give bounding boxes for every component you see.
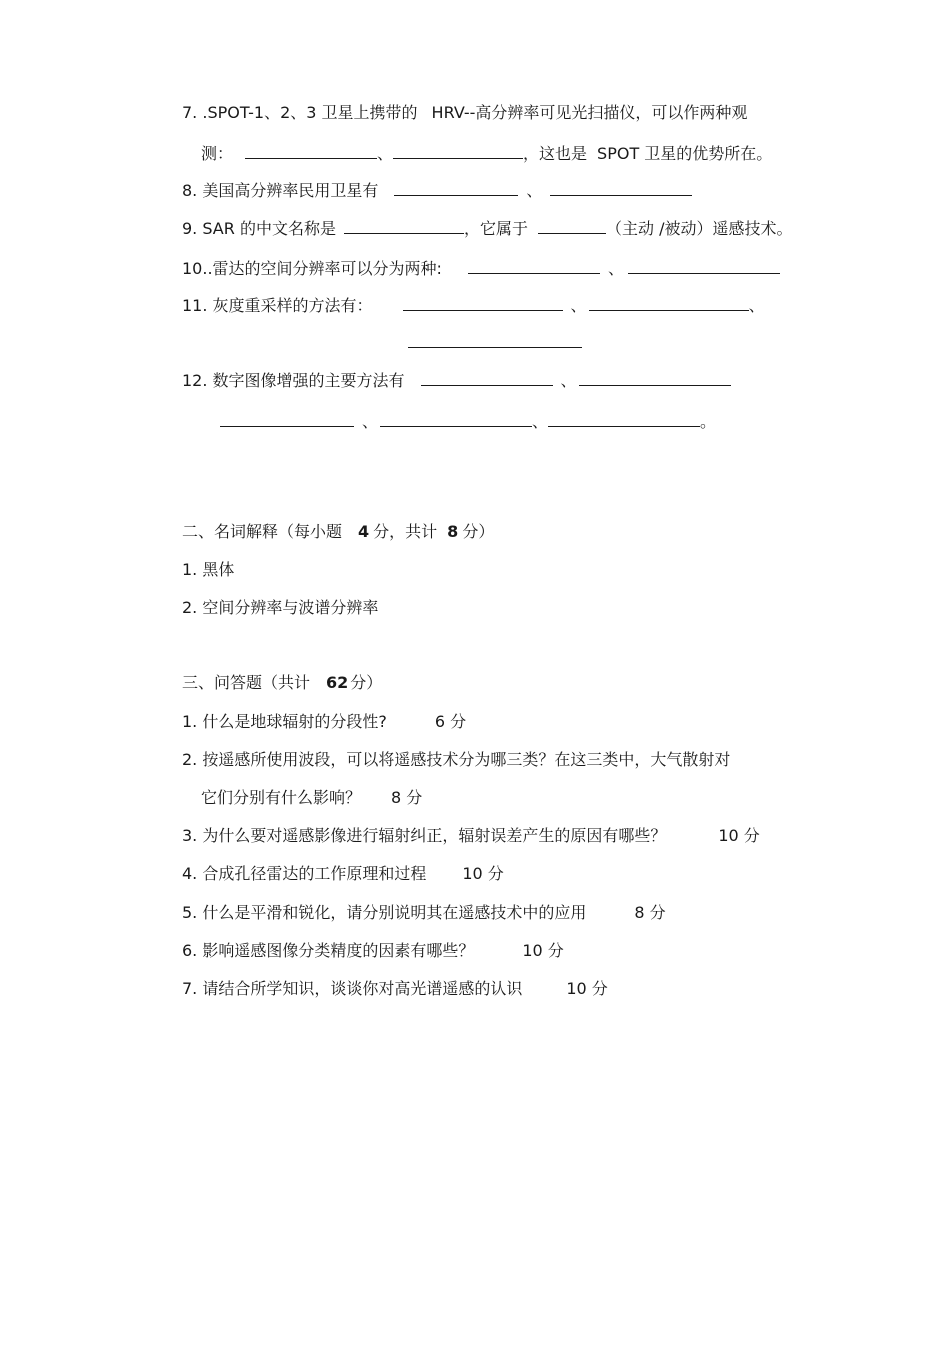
question-7-text: 测： — [201, 144, 234, 163]
answer-blank[interactable] — [245, 142, 377, 159]
separator: 、 — [377, 144, 394, 163]
qa-score: 8 分 — [634, 903, 666, 922]
qa-text: 它们分别有什么影响？ — [201, 788, 362, 807]
separator: 、 — [607, 259, 624, 278]
answer-blank[interactable] — [403, 294, 563, 311]
qa-text: 4. 合成孔径雷达的工作原理和过程 — [182, 864, 427, 883]
question-12-text: 12. 数字图像增强的主要方法有 — [182, 371, 405, 390]
question-9-text: 9. SAR 的中文名称是 — [182, 219, 336, 238]
qa-text: 5. 什么是平滑和锐化，请分别说明其在遥感技术中的应用 — [182, 903, 587, 922]
question-8-text: 8. 美国高分辨率民用卫星有 — [182, 181, 379, 200]
question-7-line-2 — [201, 142, 772, 164]
qa-question-7 — [182, 979, 608, 1001]
heading-text: 三、问答题（共计 — [182, 673, 311, 692]
question-10 — [182, 257, 780, 279]
question-12-line-1 — [182, 369, 731, 391]
separator: 、 — [560, 371, 577, 390]
qa-score: 8 分 — [391, 788, 423, 807]
qa-text: 1. 什么是地球辐射的分段性? — [182, 712, 387, 731]
term-text: 2. 空间分辨率与波谱分辨率 — [182, 598, 379, 617]
heading-text: 二、名词解释（每小题 — [182, 522, 343, 541]
question-9-text: （主动 /被动）遥感技术。 — [605, 219, 793, 238]
answer-blank[interactable] — [550, 179, 692, 196]
qa-text: 2. 按遥感所使用波段，可以将遥感技术分为哪三类？在这三类中，大气散射对 — [182, 750, 731, 769]
term-text: 1. 黑体 — [182, 560, 235, 579]
qa-question-6 — [182, 941, 564, 963]
question-9 — [182, 217, 792, 239]
answer-blank[interactable] — [548, 410, 700, 427]
question-11-line-1 — [182, 294, 765, 316]
answer-blank[interactable] — [394, 179, 518, 196]
qa-score: 10 分 — [566, 979, 608, 998]
answer-blank[interactable] — [408, 331, 582, 348]
separator: 、 — [362, 412, 379, 431]
question-9-text: ，它属于 — [463, 219, 528, 238]
question-7-text: HRV--高分辨率可见光扫描仪，可以作两种观 — [431, 103, 748, 122]
separator: 、 — [532, 412, 549, 431]
qa-score: 6 分 — [434, 712, 467, 731]
qa-score: 10 分 — [462, 864, 504, 883]
qa-score: 10 分 — [522, 941, 564, 960]
qa-question-2-line-1 — [182, 750, 730, 772]
answer-blank[interactable] — [579, 369, 731, 386]
question-12-line-2 — [220, 410, 716, 432]
qa-question-1 — [182, 712, 466, 734]
term-item — [182, 560, 234, 582]
separator: 、 — [526, 181, 543, 200]
answer-blank[interactable] — [628, 257, 780, 274]
question-11-line-2 — [408, 331, 582, 353]
qa-question-5 — [182, 903, 666, 925]
period: 。 — [700, 412, 717, 431]
section-terms-heading — [182, 522, 494, 544]
answer-blank[interactable] — [589, 294, 749, 311]
heading-number: 62 — [326, 673, 349, 692]
qa-question-3 — [182, 826, 760, 848]
heading-text: 分） — [350, 673, 383, 692]
answer-blank[interactable] — [468, 257, 600, 274]
heading-text: 分，共计 — [373, 522, 438, 541]
question-11-text: 11. 灰度重采样的方法有： — [182, 296, 373, 315]
answer-blank[interactable] — [220, 410, 354, 427]
qa-question-4 — [182, 864, 504, 886]
qa-text: 3. 为什么要对遥感影像进行辐射纠正，辐射误差产生的原因有哪些？ — [182, 826, 667, 845]
heading-number: 4 — [358, 522, 370, 541]
answer-blank[interactable] — [393, 142, 523, 159]
term-item — [182, 598, 378, 620]
question-7-text: 7. .SPOT-1、2、3 卫星上携带的 — [182, 103, 418, 122]
question-10-text: 10..雷达的空间分辨率可以分为两种: — [182, 259, 442, 278]
qa-text: 7. 请结合所学知识，谈谈你对高光谱遥感的认识 — [182, 979, 523, 998]
qa-question-2-line-2 — [201, 788, 422, 810]
question-8 — [182, 179, 692, 201]
question-7-text: SPOT 卫星的优势所在。 — [597, 144, 773, 163]
question-7-line-1 — [182, 103, 747, 125]
heading-number: 8 — [447, 522, 459, 541]
answer-blank[interactable] — [421, 369, 553, 386]
qa-score: 10 分 — [718, 826, 760, 845]
answer-blank[interactable] — [380, 410, 532, 427]
answer-blank[interactable] — [538, 217, 606, 234]
answer-blank[interactable] — [344, 217, 464, 234]
separator: 、 — [570, 296, 587, 315]
separator: 、 — [748, 296, 765, 315]
heading-text: 分） — [462, 522, 495, 541]
section-qa-heading — [182, 673, 382, 695]
qa-text: 6. 影响遥感图像分类精度的因素有哪些？ — [182, 941, 475, 960]
question-7-text: ，这也是 — [523, 144, 588, 163]
